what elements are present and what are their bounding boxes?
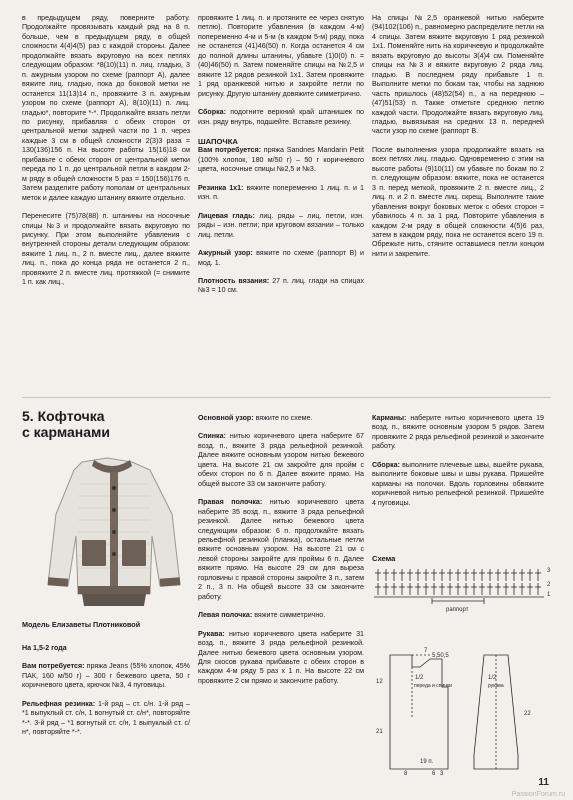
top-col-1 xyxy=(22,14,190,288)
top-col1-para2: Перенесите (75)78(88) п. штанины на носочные спицы №3 и продолжайте вязать вкруговую по рисунку. При этом выполняйте убавления с внутренней стороны детали следующим образом: вяжите 1 лиц. п., 2 п. вместе лиц., далее вяжите лиц. п., пока до конца ряда не останется 2 п., провяжите 2 п. вместе лиц. протяжкой (= снимите 1 п. как лиц., xyxy=(22,212,190,287)
left-front-para: Левая полочка: вяжите симметрично. xyxy=(198,611,326,620)
bottom-col-2 xyxy=(198,414,364,686)
hat-lace: Ажурный узор: вяжите по схеме (раппорт В) и мод. 1. xyxy=(198,249,364,267)
designer-caption: Модель Елизаветы Плотниковой xyxy=(22,620,141,629)
top-col3-para1: На спицы №2,5 оранжевой нитью наберите (94)102(106) п., равномерно распределите петли на 4 спицы. Затем вяжите вкруговую 1 ряд резинкой 1x1. Поменяйте нить на коричневую и продолжайте вязать вкруговую до высоты 3(4)4 см. Поменяйте спицы на №3 и вяжите вкруговую 2 ряда лиц. гладью. В последнем ряду прибавьте 1 п. Выполните метки по бокам так, чтобы на заднюю часть пришлось (48)52(54) п., а на переднюю – (47)51(53) п. Также отметьте среднюю петлю каждой части. Продолжайте вязать вкруговую лиц. гладью, вывязывая на средних 13 п. передней части узор по схеме (раппорт В. xyxy=(372,14,544,136)
svg-text:21: 21 xyxy=(376,729,383,735)
page-number: 11 xyxy=(538,777,549,788)
svg-text:переда и спинки: переда и спинки xyxy=(414,683,452,689)
cardigan-pattern-diagram xyxy=(372,645,557,775)
top-col1-para1: в предыдущем ряду, поверните работу. Продолжайте провязывать каждый ряд на 8 п. больше, чем в предыдущем ряду, в общей сложности 4(4)4(5) раз с каждой стороны. Далее продолжайте вязать вкруговую на всех петлях следующим образом: *8(10)(11) п. лиц. гладью, 3 п. ажурным узором по схеме (раппорт А), далее вяжите лиц. гладью, пока до боковой метки не останется 11(13)14 п., провяжите 3 п. ажурным узором по схеме (раппорт А), 8(10)(11) п. лиц. гладью*, повторите *-*. Продолжайте вязать петли по рисунку, прибавляя с обеих сторон от центральной метки задней части по 1 п. через каждые 3 см в общей сложности 2(3)3 раза = 130(136)156 п. На высоте работы 15(16)18 см прибавьте с обеих сторон от центральной метки переда по 1 п. до центральной петли в каждом 2-м ряду в общей сложности 5 раз = 150(156)176 п. Затем разделите работу пополам от центральных меток и далее каждую штанину вяжите отдельно. xyxy=(22,14,190,202)
hat-stockinette: Лицевая гладь: лиц. ряды – лиц. петли, изн. ряды – изн. петли; при круговом вязании – только лиц. петли. xyxy=(198,211,364,239)
size-label: На 1,5-2 года xyxy=(22,644,67,652)
svg-text:1/2: 1/2 xyxy=(488,675,497,681)
rib-para: Рельефная резинка: 1-й ряд – ст. с/н. 1-й ряд – *1 выпуклый ст. с/н, 1 вогнутый ст. с/н*, повторяйте *-*. 3-й ряд – *1 вогнутый ст. с/н, 1 выпуклый ст. с/н*, повторяйте *-*. xyxy=(22,699,190,737)
schema-title: Схема xyxy=(372,554,396,563)
project-title: 5. Кофточка с карманами xyxy=(22,408,110,440)
svg-text:7: 7 xyxy=(424,648,428,654)
svg-text:19 п.: 19 п. xyxy=(420,759,434,765)
svg-text:1: 1 xyxy=(547,592,551,598)
svg-text:рукава: рукава xyxy=(488,683,504,689)
bottom-col-1 xyxy=(22,644,190,738)
sleeves-para: Рукава: нитью коричневого цвета наберите 31 возд. п., вяжите 3 ряда рельефной резинкой. Далее нитью бежевого цвета основным узором. Для скосов рукава прибавьте с обеих сторон в каждом 4-м ряду 5 раз x 1 п. На высоте 22 см провяжите 2 см прямо и закончите работу. xyxy=(198,629,364,685)
svg-text:1/2: 1/2 xyxy=(415,675,424,681)
svg-text:8: 8 xyxy=(404,771,408,775)
assembly-para-2: Сборка: выполните плечевые швы, вшейте рукава, выполните боковые швы и швы рукава. Пришейте карманы на полочки. Вдоль горловины обвяжите коричневой нитью рельефной резинкой. Пришейте 4 пуговицы. xyxy=(372,460,544,507)
top-col-2 xyxy=(198,14,364,296)
top-col2-para1: провяжите 1 лиц. п. и протяните ее через снятую петлю). Повторите убавления (в каждом 4-м) попеременно 4-м и 5-м (в каждом 5-м) ряду, пока не останется (41)46(50) п. Когда останется 4 см до полной длины штанины, убавьте (1)0(0) п. = (40)46(50) п. Затем поменяйте спицы на №2,5 и вяжите 12 рядов резинкой 1x1. Затем провяжите 1 ряд оранжевой нитью и закройте петли по рисунку. Другую штанину довяжите симметрично. xyxy=(198,14,364,98)
pockets-para: Карманы: наберите нитью коричневого цвета 19 возд. п., вяжите основным узором 5 рядов. Затем провяжите 2 ряда рельефной резинкой и закончите работу. xyxy=(372,414,544,451)
hat-gauge: Плотность вязания: 27 п. лиц. глади на спицах №3 = 10 см. xyxy=(198,276,364,295)
rapport-label: раппорт xyxy=(446,607,469,613)
bottom-col-3 xyxy=(372,414,544,508)
main-pattern-para: Основной узор: вяжите по схеме. xyxy=(198,414,313,422)
hat-heading: ШАПОЧКА xyxy=(198,136,238,146)
crochet-schema xyxy=(372,563,557,615)
hat-rib: Резинка 1x1: вяжите попеременно 1 лиц. п. и 1 изн. п. xyxy=(198,183,364,202)
right-front-para: Правая полочка: нитью коричневого цвета наберите 35 возд. п., вяжите 3 ряда рельефной резинкой. Далее нитью бежевого цвета следующим образом: 6 п. продолжайте вязать рельефной резинкой (планка), остальные петли вяжите основным узором. На высоте 21 см с левой стороны закройте для проймы 6 п. Далее вяжите прямо. На высоте 29 см для выреза горловины с правой стороны закройте 3 п., затем 2 п., 3 п. На общей высоте 33 см закончите работу. xyxy=(198,498,364,601)
svg-text:3: 3 xyxy=(440,771,444,775)
top-col-3 xyxy=(372,14,544,259)
back-para: Спинка: нитью коричневого цвета наберите 67 возд. п., вяжите 3 ряда рельефной резинкой. Далее вяжите основным узором нитью бежевого цвета. На высоте 21 см закройте для пройм с обеих сторон по 6 п. Далее вяжите прямо. На общей высоте 33 см закончите работу. xyxy=(198,432,364,488)
svg-text:12: 12 xyxy=(376,679,383,685)
svg-text:6: 6 xyxy=(432,771,436,775)
assembly-para: Сборка: подогните верхний край штанишек по изн. ряду внутрь, подшейте. Вставьте резинку. xyxy=(198,108,364,126)
svg-text:3: 3 xyxy=(547,568,551,574)
watermark: PassionForum.ru xyxy=(511,791,565,798)
materials-para: Вам потребуется: пряжа Jeans (55% хлопок, 45% ПАК, 160 м/50 г) – 300 г бежевого цвета, 50 г коричневого цвета, крючок №3, 4 пуговицы. xyxy=(22,662,190,690)
svg-text:2: 2 xyxy=(547,582,551,588)
section-divider xyxy=(22,397,551,398)
cardigan-photo xyxy=(22,454,202,606)
svg-text:5,50,5: 5,50,5 xyxy=(432,653,449,659)
svg-text:22: 22 xyxy=(524,711,531,717)
top-col3-para2: После выполнения узора продолжайте вязать на всех петлях лиц. гладью. Одновременно с этим на высоте работы (9)10(11) см убавьте по бокам по 2 п. следующим образом: вяжите, пока не останется 3 п. перед меткой, провяжите 2 п. вместе лиц., 2 лиц. п. и 2 п. вместе лиц. скрещ. Выполните такие убавления вокруг боковых меток с обеих сторон = убавилось 4 п. за 1 ряд. Повторите убавления в каждом 2-м ряду в общей сложности 4(5)6 раз, затем в каждом ряду, пока не останется всего 19 п. Обрежьте нить, стяните оставшиеся петли концом нити и закрепите. xyxy=(372,145,544,258)
hat-materials: Вам потребуется: пряжа Sandnes Mandarin Petit (100% хлопок, 180 м/50 г) – 50 г коричневого цвета, носочные спицы №2,5 и №3. xyxy=(198,146,364,174)
